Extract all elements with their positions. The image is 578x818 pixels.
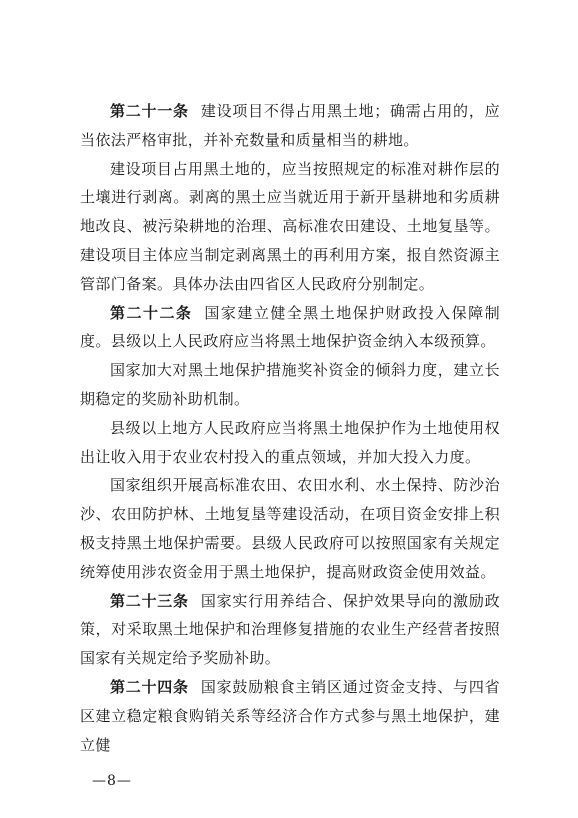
paragraph: [80, 414, 500, 472]
paragraph-text: 国家组织开展高标准农田、农田水利、水土保持、防沙治沙、农田防护林、土地复垦等建设活动，在项目资金安排上积极支持黑土地保护需要。县级人民政府可以按照国家有关规定统筹使用涉农资金用于黑土地保护，提高财政资金使用效益。: [80, 476, 500, 581]
paragraph-text: 国家鼓励粮食主销区通过资金支持、与四省区建立稳定粮食购销关系等经济合作方式参与黑土地保护，建立健: [80, 677, 500, 754]
paragraph-text: 国家加大对黑土地保护措施奖补资金的倾斜力度，建立长期稳定的奖励补助机制。: [80, 361, 500, 408]
article-number: 第二十一条: [110, 102, 189, 120]
paragraph-text: 县级以上地方人民政府应当将黑土地保护作为土地使用权出让收入用于农业农村投入的重点领域，并加大投入力度。: [80, 418, 500, 466]
article-number: 第二十二条: [110, 303, 193, 322]
paragraph-text: 国家建立健全黑土地保护财政投入保障制度。县级以上人民政府应当将黑土地保护资金纳入本级预算。: [80, 303, 500, 351]
paragraph: [80, 155, 500, 299]
paragraph-article-24: [80, 673, 500, 759]
paragraph-text: 建设项目占用黑土地的，应当按照规定的标准对耕作层的土壤进行剥离。剥离的黑土应当就近用于新开垦耕地和劣质耕地改良、被污染耕地的治理、高标准农田建设、土地复垦等。建设项目主体应当制定剥离黑土的再利用方案，报自然资源主管部门备案。具体办法由四省区人民政府分别制定。: [80, 159, 500, 293]
paragraph: [80, 356, 500, 414]
paragraph-article-21: [80, 97, 500, 155]
paragraph: [80, 471, 500, 586]
document-body: [80, 97, 500, 759]
paragraph-article-23: [80, 587, 500, 673]
article-number: 第二十四条: [110, 677, 189, 696]
article-number: 第二十三条: [110, 591, 189, 610]
page-number: —8—: [92, 773, 132, 789]
paragraph-article-22: [80, 299, 500, 357]
paragraph-text: 国家实行用养结合、保护效果导向的激励政策，对采取黑土地保护和治理修复措施的农业生产经营者按照国家有关规定给予奖励补助。: [80, 591, 500, 668]
paragraph-text: 建设项目不得占用黑土地；确需占用的，应当依法严格审批，并补充数量和质量相当的耕地。: [80, 102, 500, 149]
